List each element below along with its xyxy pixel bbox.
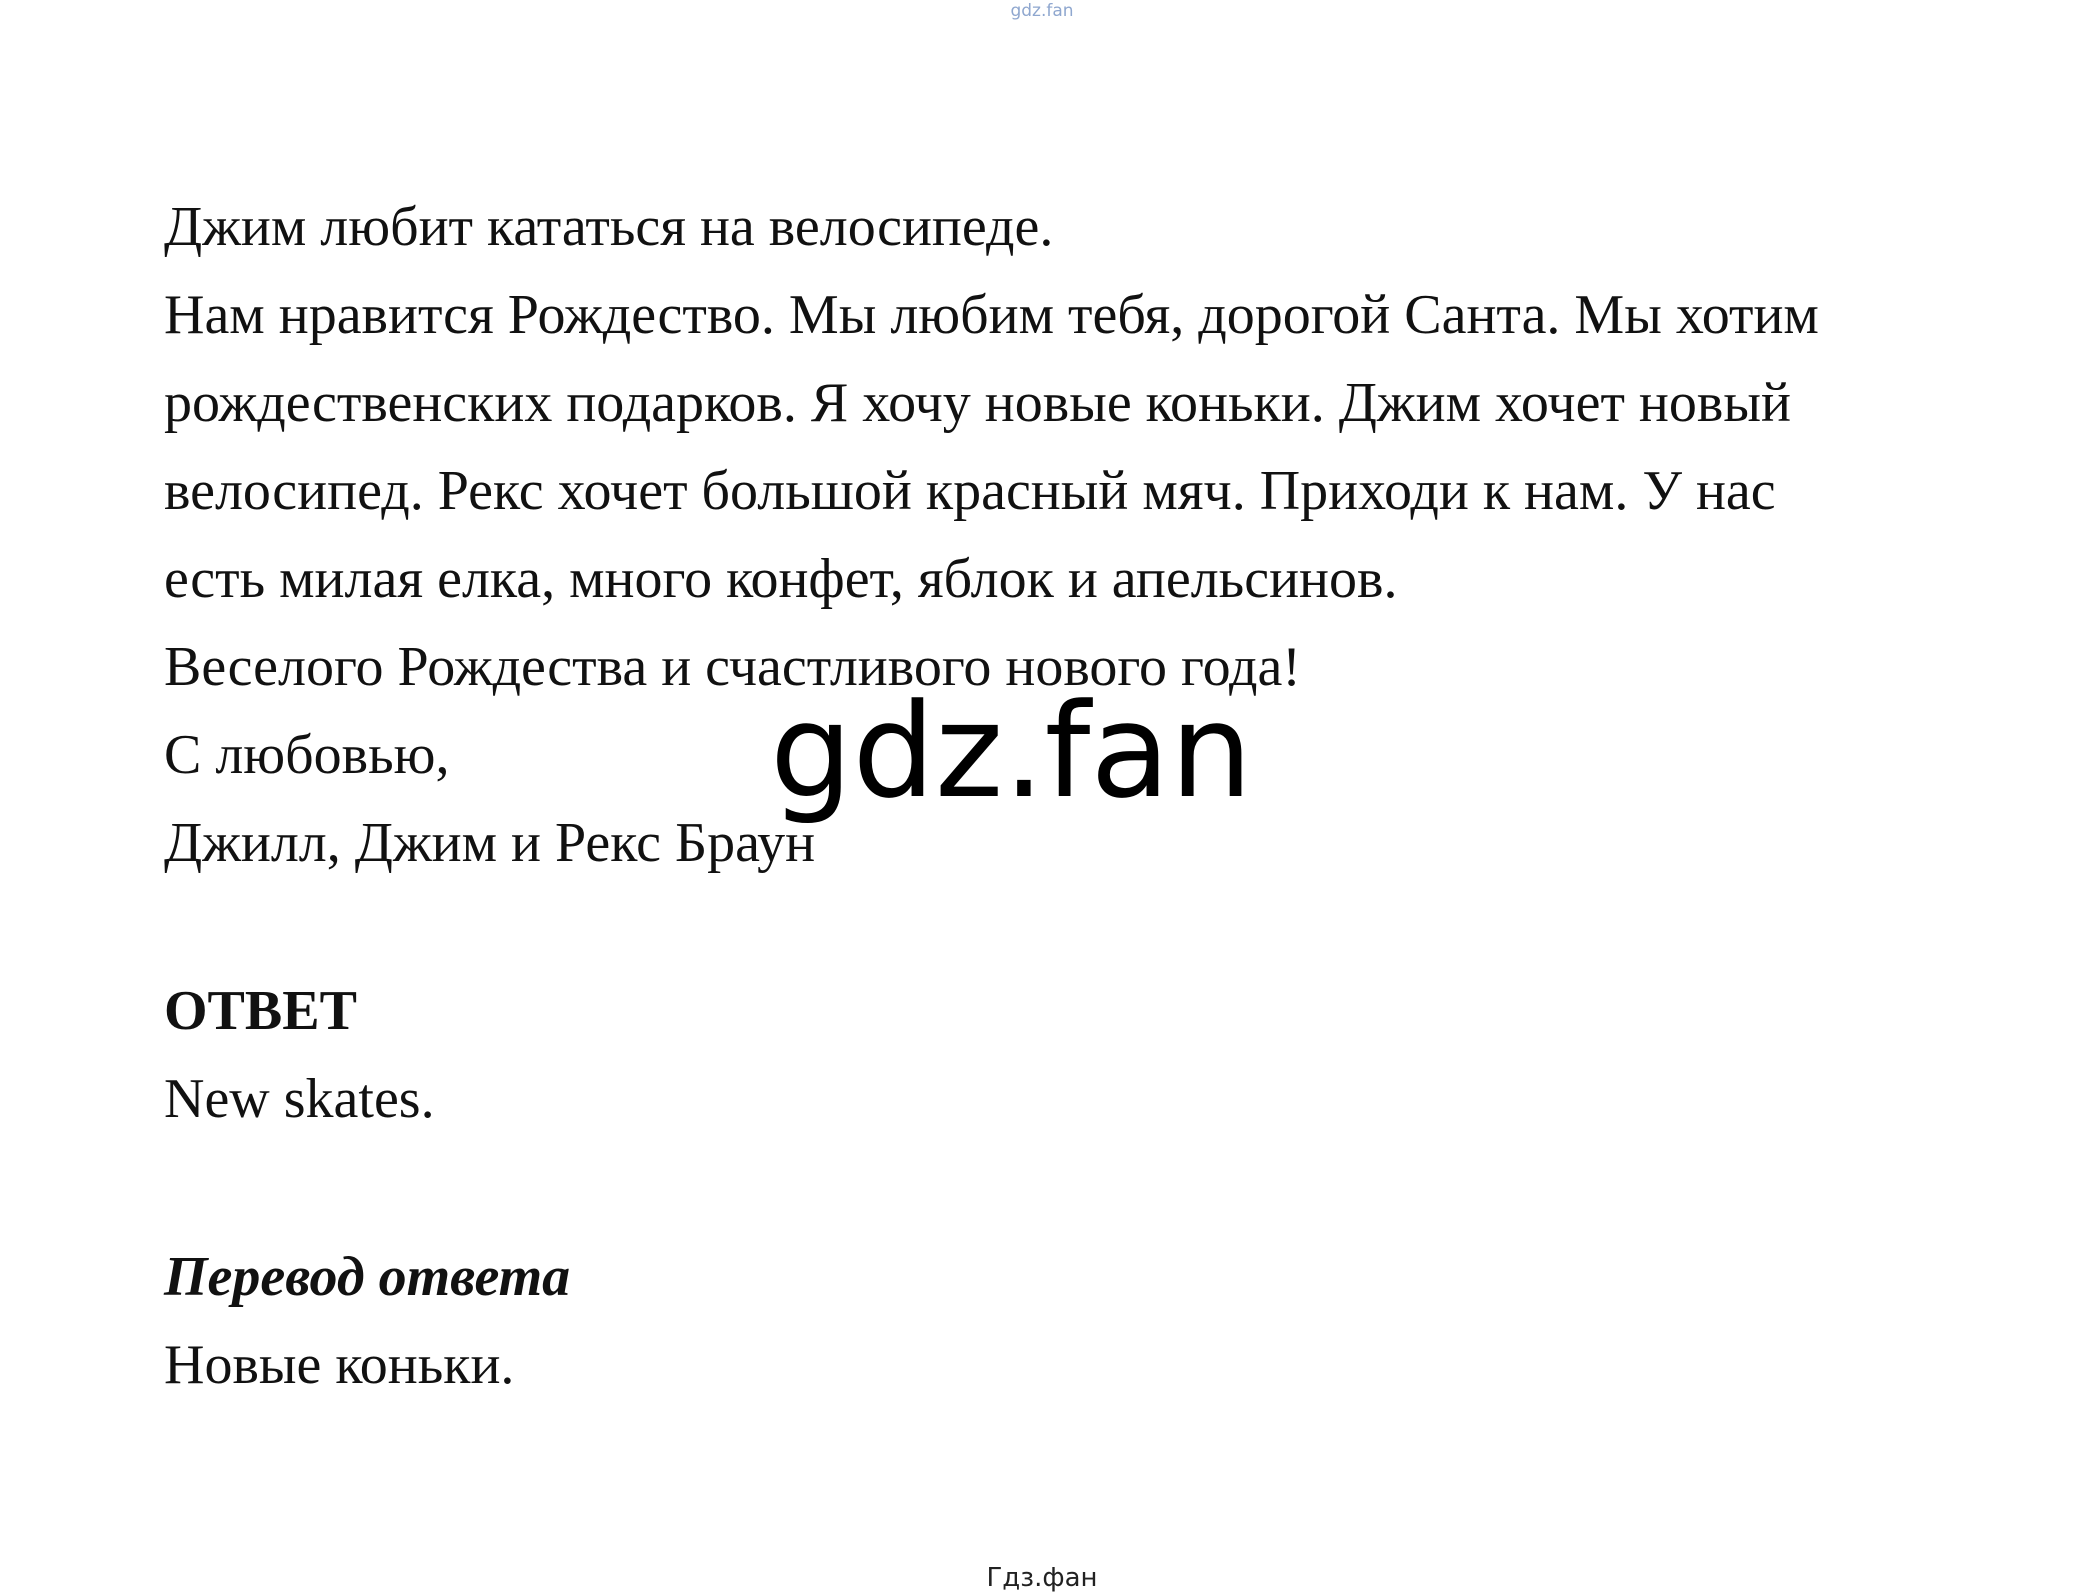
text-line-4: велосипед. Рекс хочет большой красный мяч. Приходи к нам. У нас <box>164 460 1776 522</box>
answer-heading: ОТВЕТ <box>164 980 357 1042</box>
text-line-1: Джим любит кататься на велосипеде. <box>164 196 1054 258</box>
answer-text: New skates. <box>164 1068 435 1130</box>
text-line-5: есть милая елка, много конфет, яблок и апельсинов. <box>164 548 1398 610</box>
footer-site-mark: Гдз.фан <box>986 1563 1098 1593</box>
text-line-2: Нам нравится Рождество. Мы любим тебя, дорогой Санта. Мы хотим <box>164 284 1819 346</box>
top-site-mark: gdz.fan <box>1010 1 1074 21</box>
text-line-6: Веселого Рождества и счастливого нового года! <box>164 636 1301 698</box>
spacer <box>164 1143 1964 1233</box>
watermark-text: gdz.fan <box>770 675 1253 827</box>
text-line-8: Джилл, Джим и Рекс Браун <box>164 812 816 874</box>
text-line-3: рождественских подарков. Я хочу новые коньки. Джим хочет новый <box>164 372 1791 434</box>
translation-heading: Перевод ответа <box>164 1246 571 1308</box>
translation-text: Новые коньки. <box>164 1334 515 1396</box>
text-line-7: С любовью, <box>164 724 450 786</box>
spacer <box>164 887 1964 967</box>
